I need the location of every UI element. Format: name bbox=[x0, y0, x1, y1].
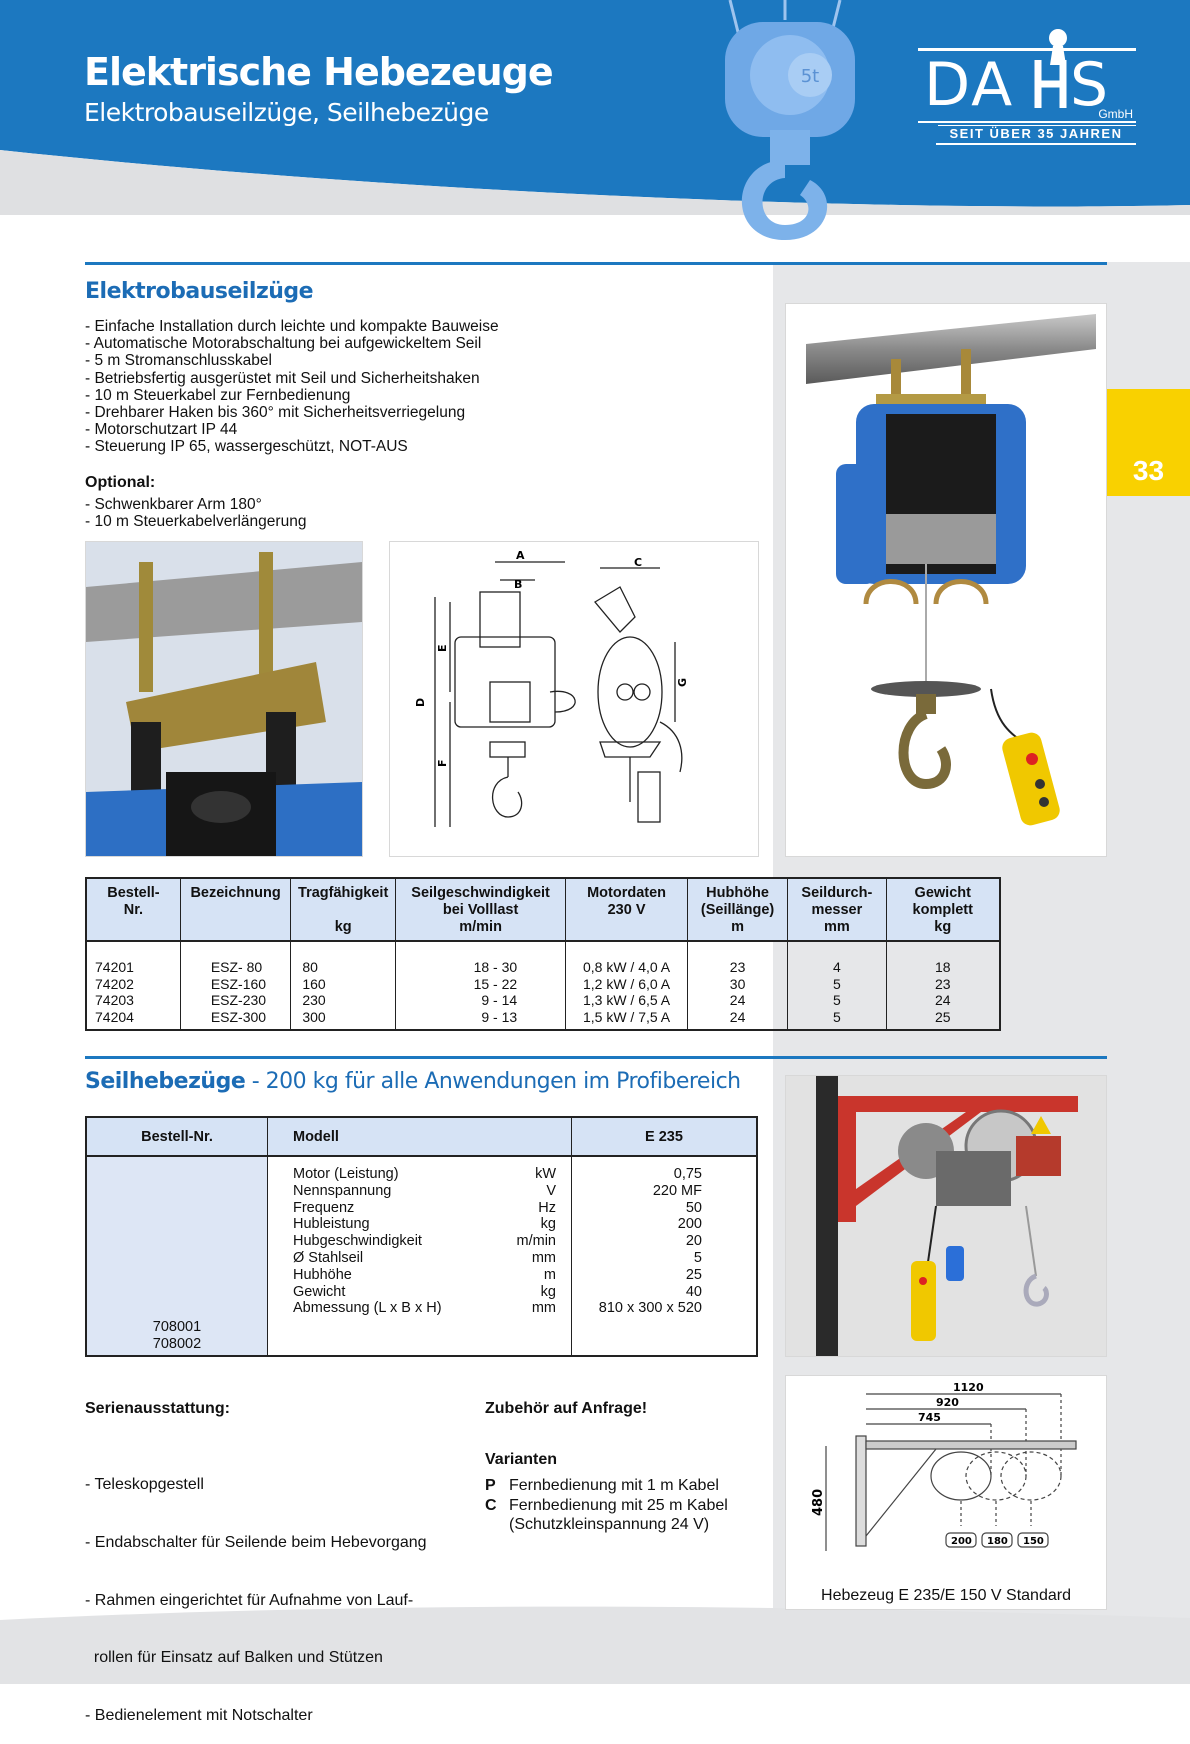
page-title: Elektrische Hebezeuge bbox=[84, 50, 553, 94]
col-header: Modell bbox=[268, 1117, 572, 1156]
variant-code: C bbox=[485, 1496, 497, 1514]
load-180: 180 bbox=[987, 1536, 1008, 1547]
page-subtitle: Elektrobauseilzüge, Seilhebezüge bbox=[84, 98, 489, 127]
table-header-row bbox=[86, 878, 1000, 941]
section1-rule bbox=[85, 262, 1107, 265]
cell-lift-height: 23 30 24 24 bbox=[687, 941, 787, 1030]
logo-mark-icon bbox=[918, 20, 1138, 150]
spec-values: 0,75 220 MF 50 200 20 5 25 40 810 x 300 x 520 bbox=[598, 1166, 702, 1317]
series-item: rollen für Einsatz auf Balken und Stützen bbox=[85, 1649, 383, 1667]
dim-label-a: A bbox=[516, 549, 525, 562]
feature-item: - Automatische Motorabschaltung bei aufgewickeltem Seil bbox=[85, 335, 482, 353]
optional-item: - 10 m Steuerkabelverlängerung bbox=[85, 513, 307, 531]
crane-hook-illustration bbox=[700, 0, 880, 245]
section2-heading bbox=[85, 1069, 741, 1094]
drawing-caption: Hebezeug E 235/E 150 V Standard bbox=[821, 1587, 1071, 1604]
series-item: - Rahmen eingerichtet für Aufnahme von Lauf- bbox=[85, 1591, 414, 1609]
col-header: Hubhöhe (Seillänge) m bbox=[687, 878, 787, 941]
cell-motor-data: 0,8 kW / 4,0 A 1,2 kW / 6,0 A 1,3 kW / 6,5 A 1,5 kW / 7,5 A bbox=[566, 941, 688, 1030]
feature-item: - Drehbarer Haken bis 360° mit Sicherheitsverriegelung bbox=[85, 404, 466, 422]
spec-labels: Motor (Leistung) Nennspannung Frequenz Hubleistung Hubgeschwindigkeit Ø Stahlseil Hubhöhe Gewicht Abmessung (L x B x H) bbox=[293, 1166, 442, 1317]
load-150: 150 bbox=[1023, 1536, 1044, 1547]
optional-heading: Optional: bbox=[85, 474, 156, 491]
table-header-row bbox=[86, 1117, 757, 1156]
cell-designations: ESZ- 80 ESZ-160 ESZ-230 ESZ-300 bbox=[180, 941, 291, 1030]
variant-text: (Schutzkleinspannung 24 V) bbox=[509, 1516, 710, 1533]
col-header: Bestell- Nr. bbox=[86, 878, 180, 941]
feature-item: - Einfache Installation durch leichte und kompakte Bauweise bbox=[85, 318, 499, 335]
cell-order-numbers: 708001 708002 bbox=[86, 1156, 268, 1356]
cell-capacity: 80 160 230 300 bbox=[291, 941, 396, 1030]
col-header: Bezeichnung bbox=[180, 878, 291, 941]
accessories-note: Zubehör auf Anfrage! bbox=[485, 1400, 648, 1417]
table-row bbox=[86, 941, 1000, 1030]
col-header: Gewicht komplett kg bbox=[886, 878, 1000, 941]
load-200: 200 bbox=[951, 1536, 972, 1547]
col-header: Seildurch- messer mm bbox=[788, 878, 886, 941]
cell-rope-diameter: 4 5 5 5 bbox=[788, 941, 886, 1030]
cell-rope-speed: 18 - 30 15 - 22 9 - 14 9 - 13 bbox=[396, 941, 566, 1030]
dim-1120: 1120 bbox=[953, 1381, 984, 1394]
variant-item bbox=[485, 1515, 728, 1535]
bracket-dimension-drawing bbox=[785, 1375, 1107, 1610]
trolley-photo bbox=[85, 541, 363, 857]
variants-heading: Varianten bbox=[485, 1451, 558, 1468]
table-row bbox=[86, 1156, 757, 1356]
logo-tagline: SEIT ÜBER 35 JAHREN bbox=[949, 126, 1123, 141]
variants-list bbox=[485, 1476, 728, 1535]
variant-item bbox=[485, 1496, 728, 1516]
section2-rule bbox=[85, 1056, 1107, 1059]
col-header: E 235 bbox=[572, 1117, 758, 1156]
dim-label-f: F bbox=[436, 759, 449, 767]
hook-badge-text: 5t bbox=[800, 66, 820, 87]
dim-920: 920 bbox=[936, 1396, 959, 1409]
optional-list bbox=[85, 496, 306, 530]
section1-feature-list bbox=[85, 318, 499, 456]
dim-480: 480 bbox=[811, 1488, 826, 1516]
svg-text:DA: DA bbox=[924, 50, 1015, 120]
col-header: Tragfähigkeit kg bbox=[291, 878, 396, 941]
esz-spec-table bbox=[85, 877, 1001, 1031]
series-item: - Bedienelement mit Notschalter bbox=[85, 1706, 313, 1724]
cell-weight: 18 23 24 25 bbox=[934, 959, 951, 1025]
e235-spec-table bbox=[85, 1116, 758, 1357]
variant-text: Fernbedienung mit 1 m Kabel bbox=[509, 1477, 719, 1494]
variant-text: Fernbedienung mit 25 m Kabel bbox=[509, 1496, 728, 1514]
feature-item: - 5 m Stromanschlusskabel bbox=[85, 352, 272, 370]
feature-item: - Steuerung IP 65, wassergeschützt, NOT-AUS bbox=[85, 438, 408, 456]
col-header: Seilgeschwindigkeit bei Volllast m/min bbox=[396, 878, 566, 941]
series-heading: Serienausstattung: bbox=[85, 1400, 230, 1417]
variant-code: P bbox=[485, 1477, 496, 1494]
cell-model-specs bbox=[268, 1156, 572, 1356]
col-header: Motordaten 230 V bbox=[566, 878, 688, 941]
section1-heading: Elektrobauseilzüge bbox=[85, 279, 314, 304]
rope-hoist-photo bbox=[785, 1075, 1107, 1357]
dim-label-e: E bbox=[436, 644, 449, 652]
feature-item: - Motorschutzart IP 44 bbox=[85, 421, 238, 439]
dim-745: 745 bbox=[918, 1411, 941, 1424]
col-header: Bestell-Nr. bbox=[86, 1117, 268, 1156]
feature-item: - Betriebsfertig ausgerüstet mit Seil und Sicherheitshaken bbox=[85, 369, 480, 387]
dim-label-g: G bbox=[676, 677, 689, 687]
series-item: - Teleskopgestell bbox=[85, 1476, 204, 1494]
dim-label-b: B bbox=[514, 578, 523, 591]
section2-heading-strong: Seilhebezüge bbox=[85, 1069, 246, 1094]
feature-item: - 10 m Steuerkabel zur Fernbedienung bbox=[85, 386, 351, 404]
variant-item bbox=[485, 1476, 728, 1496]
page-number: 33 bbox=[1132, 455, 1165, 486]
svg-text:S: S bbox=[1070, 50, 1109, 120]
optional-item: - Schwenkbarer Arm 180° bbox=[85, 496, 262, 513]
dimension-drawing bbox=[389, 541, 759, 857]
company-logo bbox=[918, 20, 1138, 150]
spec-units: kW V Hz kg m/min mm m kg mm bbox=[516, 1166, 556, 1317]
dim-label-c: C bbox=[634, 556, 643, 569]
dim-label-d: D bbox=[414, 697, 427, 707]
hoist-photo bbox=[785, 303, 1107, 857]
logo-gmbh: GmbH bbox=[1098, 107, 1133, 121]
section2-heading-rest: - 200 kg für alle Anwendungen im Profibereich bbox=[245, 1069, 741, 1094]
series-list bbox=[85, 1437, 427, 1744]
cell-order-numbers: 74201 74202 74203 74204 bbox=[86, 941, 180, 1030]
series-item: - Endabschalter für Seilende beim Hebevorgang bbox=[85, 1534, 427, 1552]
